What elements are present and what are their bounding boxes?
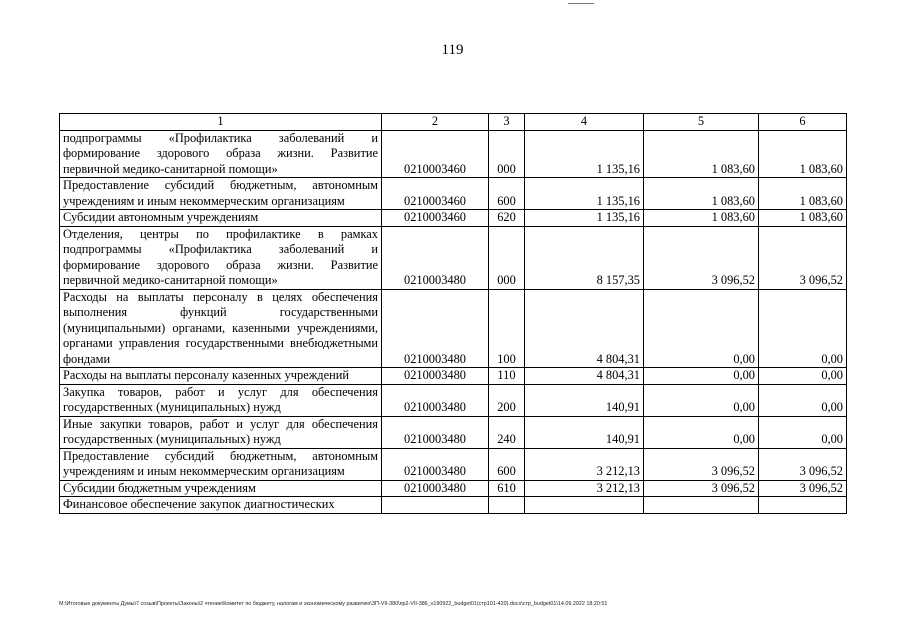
table-row — [60, 226, 847, 289]
row-amount-col6 — [759, 497, 847, 514]
row-amount-col5: 1 083,60 — [644, 130, 759, 178]
row-amount-col4: 4 804,31 — [525, 289, 644, 368]
row-description: Предоставление субсидий бюджетным, автономным учреждениям и иным некоммерческим организациям — [60, 178, 382, 210]
table-row — [60, 448, 847, 480]
row-target-article-code: 0210003480 — [382, 416, 489, 448]
row-expense-type-code: 000 — [489, 130, 525, 178]
row-amount-col6: 3 096,52 — [759, 480, 847, 497]
row-amount-col4 — [525, 497, 644, 514]
table-row — [60, 289, 847, 368]
row-target-article-code: 0210003480 — [382, 480, 489, 497]
row-amount-col6: 1 083,60 — [759, 210, 847, 227]
row-amount-col5: 0,00 — [644, 368, 759, 385]
header-cell: 2 — [382, 114, 489, 131]
row-target-article-code: 0210003480 — [382, 289, 489, 368]
header-cell: 4 — [525, 114, 644, 131]
row-expense-type-code: 600 — [489, 448, 525, 480]
row-description: Отделения, центры по профилактике в рамках подпрограммы «Профилактика заболеваний и формирование здорового образа жизни. Развитие первичной медико-санитарной помощи» — [60, 226, 382, 289]
row-amount-col4: 3 212,13 — [525, 448, 644, 480]
row-description: Субсидии автономным учреждениям — [60, 210, 382, 227]
table-row — [60, 384, 847, 416]
row-amount-col4: 8 157,35 — [525, 226, 644, 289]
row-amount-col4: 1 135,16 — [525, 130, 644, 178]
row-amount-col5: 3 096,52 — [644, 448, 759, 480]
row-amount-col6: 0,00 — [759, 368, 847, 385]
row-amount-col5: 0,00 — [644, 416, 759, 448]
row-expense-type-code: 200 — [489, 384, 525, 416]
row-amount-col6: 3 096,52 — [759, 226, 847, 289]
row-amount-col5: 3 096,52 — [644, 480, 759, 497]
row-target-article-code: 0210003460 — [382, 178, 489, 210]
header-cell: 6 — [759, 114, 847, 131]
row-amount-col4: 1 135,16 — [525, 178, 644, 210]
page-number: 119 — [441, 42, 464, 58]
row-amount-col5: 0,00 — [644, 289, 759, 368]
header-cell: 5 — [644, 114, 759, 131]
header-cell: 3 — [489, 114, 525, 131]
table-row — [60, 210, 847, 227]
row-expense-type-code: 600 — [489, 178, 525, 210]
header-cell: 1 — [60, 114, 382, 131]
table-row — [60, 368, 847, 385]
row-amount-col5: 3 096,52 — [644, 226, 759, 289]
row-description: Иные закупки товаров, работ и услуг для обеспечения государственных (муниципальных) нужд — [60, 416, 382, 448]
row-target-article-code: 0210003480 — [382, 368, 489, 385]
table-row — [60, 178, 847, 210]
budget-table — [59, 113, 847, 514]
table-header-row — [60, 114, 847, 131]
row-amount-col5: 1 083,60 — [644, 178, 759, 210]
row-description: Предоставление субсидий бюджетным, автономным учреждениям и иным некоммерческим организациям — [60, 448, 382, 480]
row-amount-col5 — [644, 497, 759, 514]
row-target-article-code: 0210003480 — [382, 448, 489, 480]
row-amount-col4: 140,91 — [525, 416, 644, 448]
row-description: Расходы на выплаты персоналу в целях обеспечения выполнения функций государственными (муниципальными) органами, казенными учреждениями, органами управления государственными внебюджетными фондами — [60, 289, 382, 368]
row-expense-type-code: 110 — [489, 368, 525, 385]
row-expense-type-code: 240 — [489, 416, 525, 448]
table-row — [60, 130, 847, 178]
row-amount-col6: 0,00 — [759, 416, 847, 448]
row-target-article-code: 0210003480 — [382, 226, 489, 289]
row-description: подпрограммы «Профилактика заболеваний и формирование здорового образа жизни. Развитие первичной медико-санитарной помощи» — [60, 130, 382, 178]
row-amount-col6: 3 096,52 — [759, 448, 847, 480]
table-row — [60, 497, 847, 514]
top-edge-mark — [568, 3, 594, 4]
row-amount-col4: 3 212,13 — [525, 480, 644, 497]
document-path-footer: M:\Итоговые документы Думы\7 созыв\Проекты\Законы\2 чтение\Комитет по бюджету, налогам и экономическому развитию\ЗП-VII-380\пр2-VII-386_v190922_budget01(стр101-420).docx\стр_budget01\14.09.2022 18:20:51 — [59, 601, 608, 607]
row-description: Расходы на выплаты персоналу казенных учреждений — [60, 368, 382, 385]
row-amount-col5: 1 083,60 — [644, 210, 759, 227]
row-target-article-code: 0210003460 — [382, 130, 489, 178]
row-expense-type-code: 620 — [489, 210, 525, 227]
row-target-article-code: 0210003480 — [382, 384, 489, 416]
row-expense-type-code: 000 — [489, 226, 525, 289]
row-amount-col5: 0,00 — [644, 384, 759, 416]
row-target-article-code: 0210003460 — [382, 210, 489, 227]
table-row — [60, 480, 847, 497]
row-amount-col6: 1 083,60 — [759, 130, 847, 178]
table-row — [60, 416, 847, 448]
row-amount-col4: 4 804,31 — [525, 368, 644, 385]
table-body — [60, 114, 847, 514]
row-amount-col6: 0,00 — [759, 384, 847, 416]
row-description: Финансовое обеспечение закупок диагностических — [60, 497, 382, 514]
row-description: Субсидии бюджетным учреждениям — [60, 480, 382, 497]
row-amount-col4: 140,91 — [525, 384, 644, 416]
row-amount-col6: 1 083,60 — [759, 178, 847, 210]
row-expense-type-code: 610 — [489, 480, 525, 497]
row-target-article-code — [382, 497, 489, 514]
row-expense-type-code: 100 — [489, 289, 525, 368]
row-description: Закупка товаров, работ и услуг для обеспечения государственных (муниципальных) нужд — [60, 384, 382, 416]
row-expense-type-code — [489, 497, 525, 514]
row-amount-col6: 0,00 — [759, 289, 847, 368]
row-amount-col4: 1 135,16 — [525, 210, 644, 227]
